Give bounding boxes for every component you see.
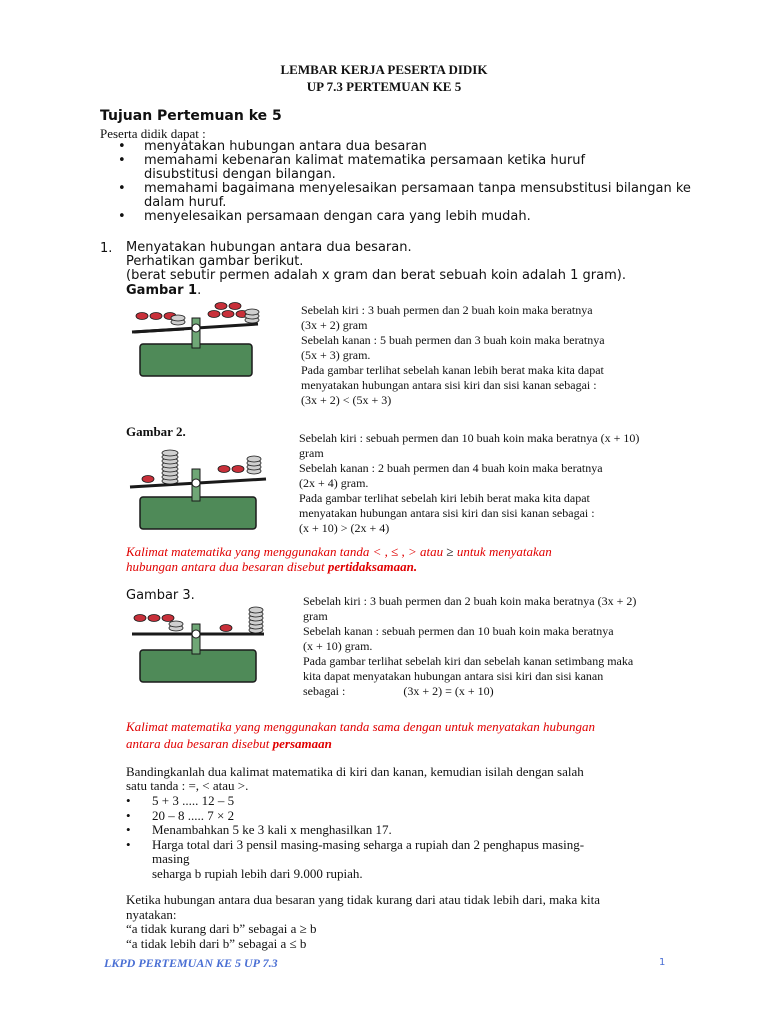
figure-text-line: kita dapat menyatakan hubungan antara sisi kiri dan sisi kanan <box>303 669 604 683</box>
figure-text-line: menyatakan hubungan antara sisi kiri dan sisi kanan sebagai : <box>301 378 597 392</box>
objective-item: • menyatakan hubungan antara dua besaran <box>100 140 730 154</box>
exercise-item: • 5 + 3 ..... 12 – 5 <box>126 793 235 808</box>
figure-relation: (3x + 2) < (5x + 3) <box>301 393 392 407</box>
figure-text-line: Sebelah kanan : 5 buah permen dan 3 buah koin maka beratnya <box>301 333 605 347</box>
figure-1-description <box>301 303 605 408</box>
note-text: hubungan antara dua besaran disebut <box>126 559 328 574</box>
balance-scale-1-icon <box>128 302 273 380</box>
figure-text-line: Sebelah kiri : 3 buah permen dan 2 buah koin maka beratnya (3x + 2) <box>303 594 637 608</box>
note-term: persamaan <box>272 736 332 751</box>
note-text: Kalimat matematika yang menggunakan tanda < , ≤ , > <box>126 544 421 559</box>
objective-item: • menyelesaikan persamaan dengan cara yang lebih mudah. <box>100 210 730 224</box>
balance-scale-2-icon <box>126 447 276 532</box>
figure-1-label: Gambar 1. <box>126 283 202 298</box>
figure-2-label: Gambar 2. <box>126 424 186 439</box>
figure-text-line: gram <box>303 609 328 623</box>
exercise-text: 20 – 8 ..... 7 × 2 <box>152 807 235 823</box>
closing-paragraph <box>126 893 600 951</box>
equation-definition <box>126 718 595 752</box>
figure-text-line: Pada gambar terlihat sebelah kiri lebih berat maka kita dapat <box>299 491 590 505</box>
figure-text-line: Sebelah kanan : sebuah permen dan 10 buah koin maka beratnya <box>303 624 614 638</box>
page-footer: LKPD PERTEMUAN KE 5 UP 7.3 <box>104 956 278 970</box>
closing-line: Ketika hubungan antara dua besaran yang tidak kurang dari atau tidak lebih dari, maka kita <box>126 892 600 907</box>
exercise-item: • Menambahkan 5 ke 3 kali x menghasilkan 17. <box>126 822 392 837</box>
balance-scale-3-icon <box>126 604 276 684</box>
figure-text-line: gram <box>299 446 324 460</box>
note-text: antara dua besaran disebut <box>126 736 273 751</box>
exercise-item: • 20 – 8 ..... 7 × 2 <box>126 807 235 823</box>
exercise-text: seharga b rupiah lebih dari 9.000 rupiah. <box>152 865 363 881</box>
figure-3-description <box>303 594 636 699</box>
exercise-item: • Harga total dari 3 pensil masing-masing seharga a rupiah dan 2 penghapus masing- <box>126 836 585 852</box>
worksheet-title: LEMBAR KERJA PESERTA DIDIK <box>280 62 488 77</box>
figure-relation: (3x + 2) = (x + 10) <box>403 684 494 698</box>
objectives-list <box>100 140 730 224</box>
section-intro <box>126 241 626 283</box>
figure-text-line: Sebelah kanan : 2 buah permen dan 4 buah koin maka beratnya <box>299 461 603 475</box>
instruction-line: Bandingkanlah dua kalimat matematika di kiri dan kanan, kemudian isilah dengan salah <box>126 764 584 779</box>
figure-text-line: Pada gambar terlihat sebelah kiri dan sebelah kanan setimbang maka <box>303 654 634 668</box>
exercise-text: Harga total dari 3 pensil masing-masing seharga a rupiah dan 2 penghapus masing- <box>152 836 585 852</box>
figure-text-line: (5x + 3) gram. <box>301 348 371 362</box>
objective-item: • memahami kebenaran kalimat matematika persamaan ketika huruf disubstitusi dengan bilangan. <box>100 154 730 182</box>
note-text: Kalimat matematika yang menggunakan tanda sama dengan untuk menyatakan hubungan <box>126 719 596 734</box>
figure-text-line: Sebelah kiri : sebuah permen dan 10 buah koin maka beratnya (x + 10) <box>299 431 640 445</box>
compare-exercise-list <box>126 794 584 881</box>
objective-item: • memahami bagaimana menyelesaikan persamaan tanpa mensubstitusi bilangan ke dalam huruf. <box>100 182 730 210</box>
section-number: 1. <box>100 241 113 256</box>
section-heading: Menyatakan hubungan antara dua besaran. <box>126 240 412 255</box>
figure-text-line: (2x + 4) gram. <box>299 476 369 490</box>
closing-line: “a tidak lebih dari b” sebagai a ≤ b <box>126 935 307 951</box>
page-number: 1 <box>659 957 666 968</box>
closing-line: “a tidak kurang dari b” sebagai a ≥ b <box>126 921 317 936</box>
note-text: atau <box>420 544 444 559</box>
exercise-text: masing <box>152 851 190 866</box>
exercise-text: Menambahkan 5 ke 3 kali x menghasilkan 17. <box>152 822 392 837</box>
compare-instruction <box>126 765 584 793</box>
figure-text-line: Pada gambar terlihat sebelah kanan lebih berat maka kita dapat <box>301 363 604 377</box>
section-note: (berat sebutir permen adalah x gram dan berat sebuah koin adalah 1 gram). <box>126 268 626 283</box>
figure-relation: (x + 10) > (2x + 4) <box>299 521 390 535</box>
figure-text-line: sebagai : <box>303 684 346 698</box>
objectives-intro: Peserta didik dapat : <box>100 126 206 141</box>
figure-2-description <box>299 431 639 536</box>
figure-text-line: (x + 10) gram. <box>303 639 373 653</box>
note-term: pertidaksamaan. <box>327 559 418 574</box>
closing-line: nyatakan: <box>126 906 177 922</box>
objectives-heading: Tujuan Pertemuan ke 5 <box>100 108 282 124</box>
figure-text-line: (3x + 2) gram <box>301 318 368 332</box>
instruction-line: satu tanda : =, < atau >. <box>126 778 249 793</box>
figure-text-line: menyatakan hubungan antara sisi kiri dan sisi kanan sebagai : <box>299 506 595 520</box>
note-symbol: ≥ <box>443 544 457 559</box>
note-text: untuk menyatakan <box>456 544 552 559</box>
inequality-definition <box>126 544 552 574</box>
section-instruction: Perhatikan gambar berikut. <box>126 254 304 269</box>
exercise-text: 5 + 3 ..... 12 – 5 <box>152 793 235 808</box>
figure-text-line: Sebelah kiri : 3 buah permen dan 2 buah koin maka beratnya <box>301 303 593 317</box>
figure-3-label: Gambar 3. <box>126 588 195 603</box>
worksheet-subtitle: UP 7.3 PERTEMUAN KE 5 <box>306 79 462 94</box>
